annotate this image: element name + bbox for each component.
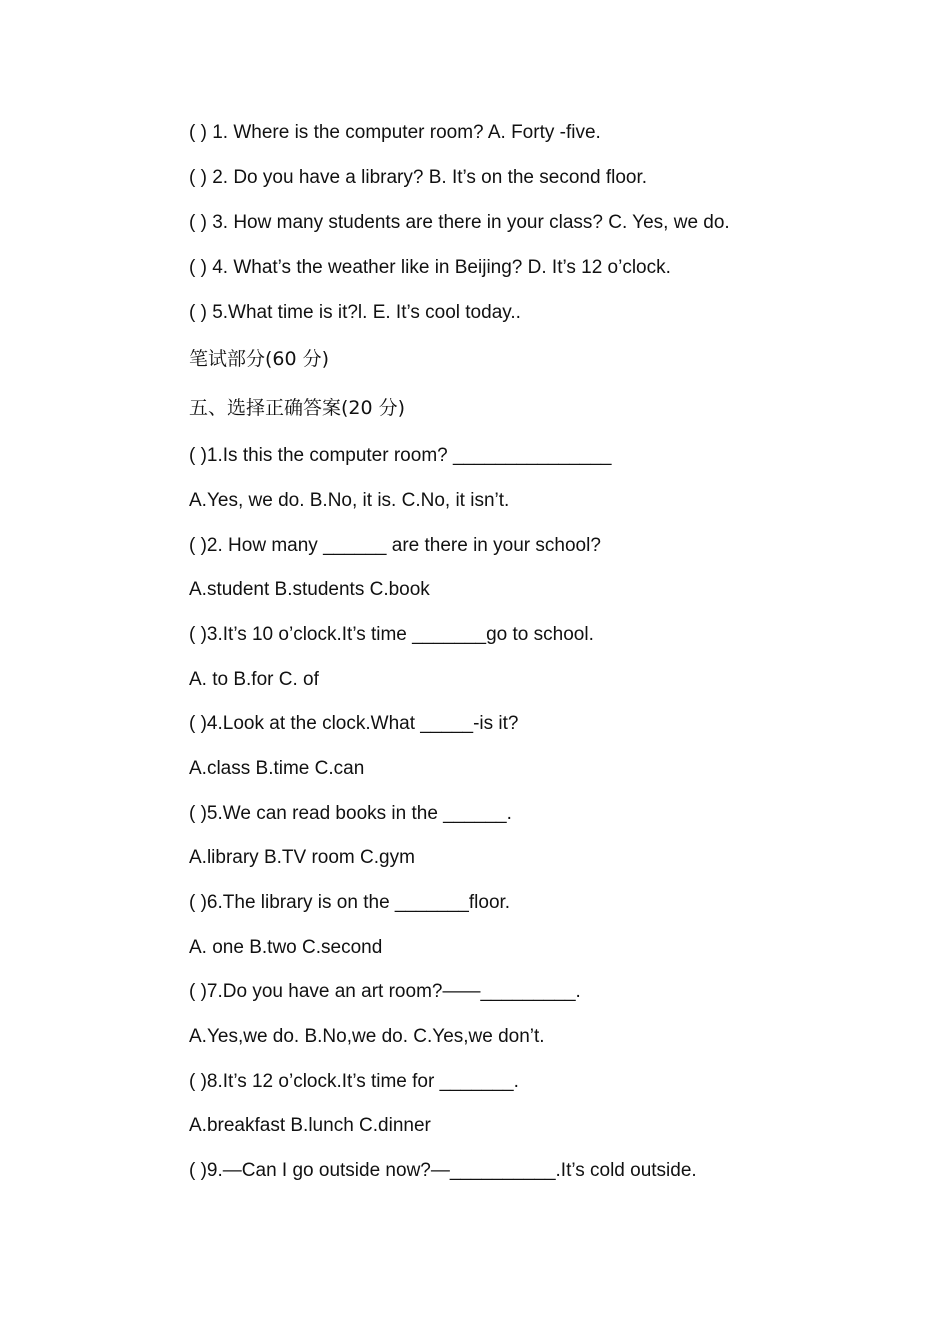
choice-options-6: A. one B.two C.second [189,937,383,958]
choice-question-8: ( )8.It’s 12 o’clock.It’s time for _______. [189,1071,519,1092]
choice-question-3: ( )3.It’s 10 o’clock.It’s time _______go to school. [189,624,594,645]
matching-question-3: ( ) 3. How many students are there in your class? C. Yes, we do. [189,212,730,233]
choice-options-8: A.breakfast B.lunch C.dinner [189,1115,431,1136]
choice-question-1: ( )1.Is this the computer room? _______________ [189,445,612,466]
choice-options-4: A.class B.time C.can [189,758,365,779]
choice-question-7: ( )7.Do you have an art room?——_________. [189,981,581,1002]
choice-options-2: A.student B.students C.book [189,579,430,600]
choice-question-4: ( )4.Look at the clock.What _____-is it? [189,713,519,734]
matching-question-4: ( ) 4. What’s the weather like in Beijing? D. It’s 12 o’clock. [189,257,671,278]
choice-question-6: ( )6.The library is on the _______floor. [189,892,511,913]
choice-options-7: A.Yes,we do. B.No,we do. C.Yes,we don’t. [189,1026,545,1047]
choice-question-2: ( )2. How many ______ are there in your school? [189,535,601,556]
choice-question-9: ( )9.—Can I go outside now?—__________.It’s cold outside. [189,1160,697,1181]
written-section-heading: 笔试部分(60 分) [189,348,330,370]
matching-question-1: ( ) 1. Where is the computer room? A. Forty -five. [189,122,601,143]
choice-options-1: A.Yes, we do. B.No, it is. C.No, it isn’t. [189,490,510,511]
choice-options-3: A. to B.for C. of [189,669,319,690]
section-five-heading: 五、选择正确答案(20 分) [189,397,406,419]
choice-options-5: A.library B.TV room C.gym [189,847,415,868]
matching-question-5: ( ) 5.What time is it?l. E. It’s cool today.. [189,302,521,323]
choice-question-5: ( )5.We can read books in the ______. [189,803,512,824]
matching-question-2: ( ) 2. Do you have a library? B. It’s on the second floor. [189,167,648,188]
